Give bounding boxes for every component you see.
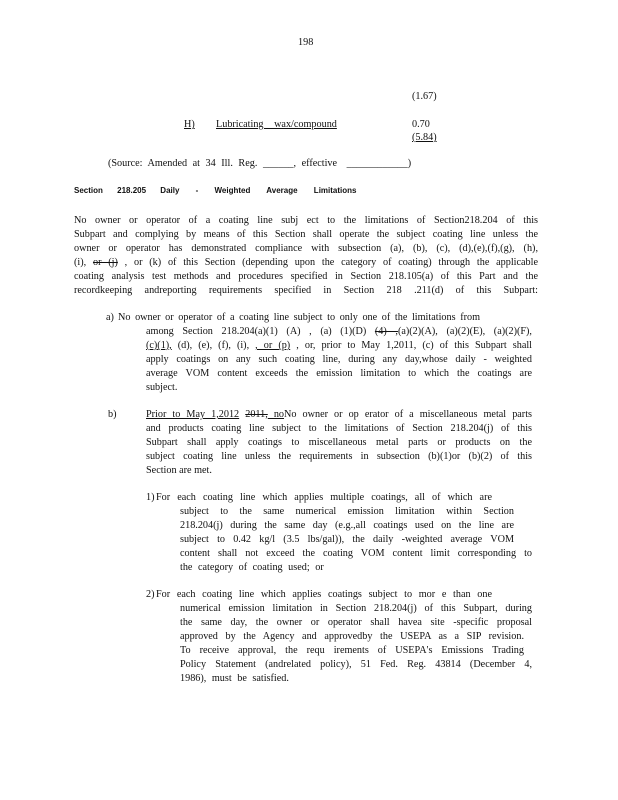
intro-line-4-rest: , or (k) of this Section (depending upon the category of coating) through the applicable bbox=[117, 257, 538, 268]
underlined-text: no bbox=[267, 409, 285, 420]
para-b2-line: To receive approval, the requ irements of USEPA's Emissions Trading bbox=[180, 645, 524, 656]
para-b2-label: 2) bbox=[146, 589, 155, 600]
para-b2-line: For each coating line which applies coatings subject to mor e than one bbox=[156, 589, 492, 600]
struck-text: or (j) bbox=[92, 257, 118, 268]
intro-line: coating analysis test methods and procedures specified in Section 218.105(a) of this Part and the bbox=[74, 271, 538, 282]
para-b2-line: the same day, the owner or operator shall havea site -specific proposal bbox=[180, 617, 532, 628]
para-b2-body bbox=[180, 602, 532, 686]
para-b2-line: approved by the Agency and approvedby the USEPA as a SIP revision. bbox=[180, 631, 524, 642]
para-b1-line: subject to 0.42 kg/l (3.5 lbs/gal)), the daily -weighted average VOM bbox=[180, 534, 514, 545]
underlined-text: , or (p) bbox=[255, 340, 291, 351]
intro-line-4-start: (i), bbox=[74, 257, 93, 268]
underlined-text: (c)(1), bbox=[146, 340, 172, 351]
para-a-line bbox=[146, 339, 532, 353]
section-number: 218.205 bbox=[117, 186, 147, 195]
section-heading bbox=[74, 186, 356, 195]
para-b2-line: numerical emission limitation in Section 218.204(j) of this Subpart, during bbox=[180, 603, 532, 614]
struck-text: 2011, bbox=[245, 409, 268, 420]
source-end: ) bbox=[407, 158, 412, 169]
para-a bbox=[118, 311, 532, 325]
para-a-line2-end: (a)(2)(A), (a)(2)(E), (a)(2)(F), bbox=[397, 326, 532, 337]
para-b1-line: 218.204(j) during the same day (e.g.,all coatings used on the line are bbox=[180, 520, 514, 531]
para-b1-line: subject to the same numerical emission limitation within Section bbox=[180, 506, 514, 517]
para-b-label: b) bbox=[108, 409, 117, 420]
para-b2 bbox=[156, 588, 532, 602]
para-a-line: No owner or operator of a coating line subject to only one of the limitations from bbox=[118, 312, 480, 323]
struck-text: (4) , bbox=[374, 326, 398, 337]
para-b-line: subject coating line unless the requirements in subsection (b)(1)or (b)(2) of this bbox=[146, 451, 532, 462]
source-mid: , effective bbox=[293, 158, 338, 169]
para-b-line bbox=[146, 408, 532, 422]
para-a-line bbox=[146, 325, 532, 339]
source-note bbox=[108, 157, 411, 171]
para-a-line: subject. bbox=[146, 382, 178, 393]
para-b-line: Subpart shall apply coatings to miscellaneous metal parts or products on the bbox=[146, 437, 532, 448]
para-a-line3-mid: (d), (e), (f), (i), bbox=[171, 340, 256, 351]
para-b1-line: content shall not exceed the coating VOM content limit corresponding to bbox=[180, 548, 532, 559]
section-label: Section bbox=[74, 186, 103, 195]
para-a-line: average VOM content exceeds the emission limitation to which the coatings are bbox=[146, 368, 532, 379]
para-b2-line: Policy Statement (andrelated policy), 51 Fed. Reg. 43814 (December 4, bbox=[180, 659, 532, 670]
intro-line: No owner or operator of a coating line subj ect to the limitations of Section218.204 of this bbox=[74, 215, 538, 226]
para-b-line1-end: No owner or op erator of a miscellaneous metal parts bbox=[284, 409, 532, 420]
source-blank-1: ______ bbox=[262, 158, 294, 169]
source-blank-2: ____________ bbox=[346, 158, 408, 169]
para-b-line: and products coating line subject to the limitations of Section 218.204(j) of this bbox=[146, 423, 532, 434]
intro-line: owner or operator has demonstrated compliance with subsection (a), (b), (c), (d),(e),(f),(g), (h), bbox=[74, 243, 538, 254]
para-a-line3-end: , or, prior to May 1,2011, (c) of this Subpart shall bbox=[290, 340, 532, 351]
para-b1-line: the category of coating used; or bbox=[180, 562, 324, 573]
table-row-letter: H) bbox=[184, 119, 195, 130]
table-row-value: 0.70 bbox=[412, 119, 430, 130]
intro-paragraph bbox=[74, 214, 538, 298]
intro-line bbox=[74, 256, 538, 270]
para-b1-body bbox=[180, 505, 532, 575]
source-text: (Source: Amended at 34 Ill. Reg. bbox=[108, 158, 258, 169]
para-b2-line: 1986), must be satisfied. bbox=[180, 673, 289, 684]
intro-line: recordkeeping andreporting requirements specified in Section 218 .211(d) of this Subpart: bbox=[74, 285, 538, 296]
section-title: Daily - Weighted Average Limitations bbox=[160, 186, 357, 195]
table-top-value: (1.67) bbox=[412, 91, 437, 102]
para-b-line: Section are met. bbox=[146, 465, 212, 476]
para-b1-line: For each coating line which applies multiple coatings, all of which are bbox=[156, 492, 492, 503]
para-a-line: apply coatings on any such coating line, during any day,whose daily - weighted bbox=[146, 354, 532, 365]
para-a-body bbox=[146, 325, 532, 395]
para-b bbox=[146, 408, 532, 478]
para-b1-label: 1) bbox=[146, 492, 155, 503]
intro-line: Subpart and complying by means of this Section shall operate the subject coating line unless the bbox=[74, 229, 538, 240]
para-a-label: a) bbox=[106, 312, 114, 323]
table-row-value2: (5.84) bbox=[412, 132, 437, 143]
para-b1 bbox=[156, 491, 532, 505]
underlined-text: Prior to May 1,2012 bbox=[146, 409, 240, 420]
table-row-label: Lubricating wax/compound bbox=[216, 119, 337, 130]
page-number: 198 bbox=[298, 37, 314, 48]
para-a-line2-start: among Section 218.204(a)(1) (A) , (a) (1)(D) bbox=[146, 326, 375, 337]
